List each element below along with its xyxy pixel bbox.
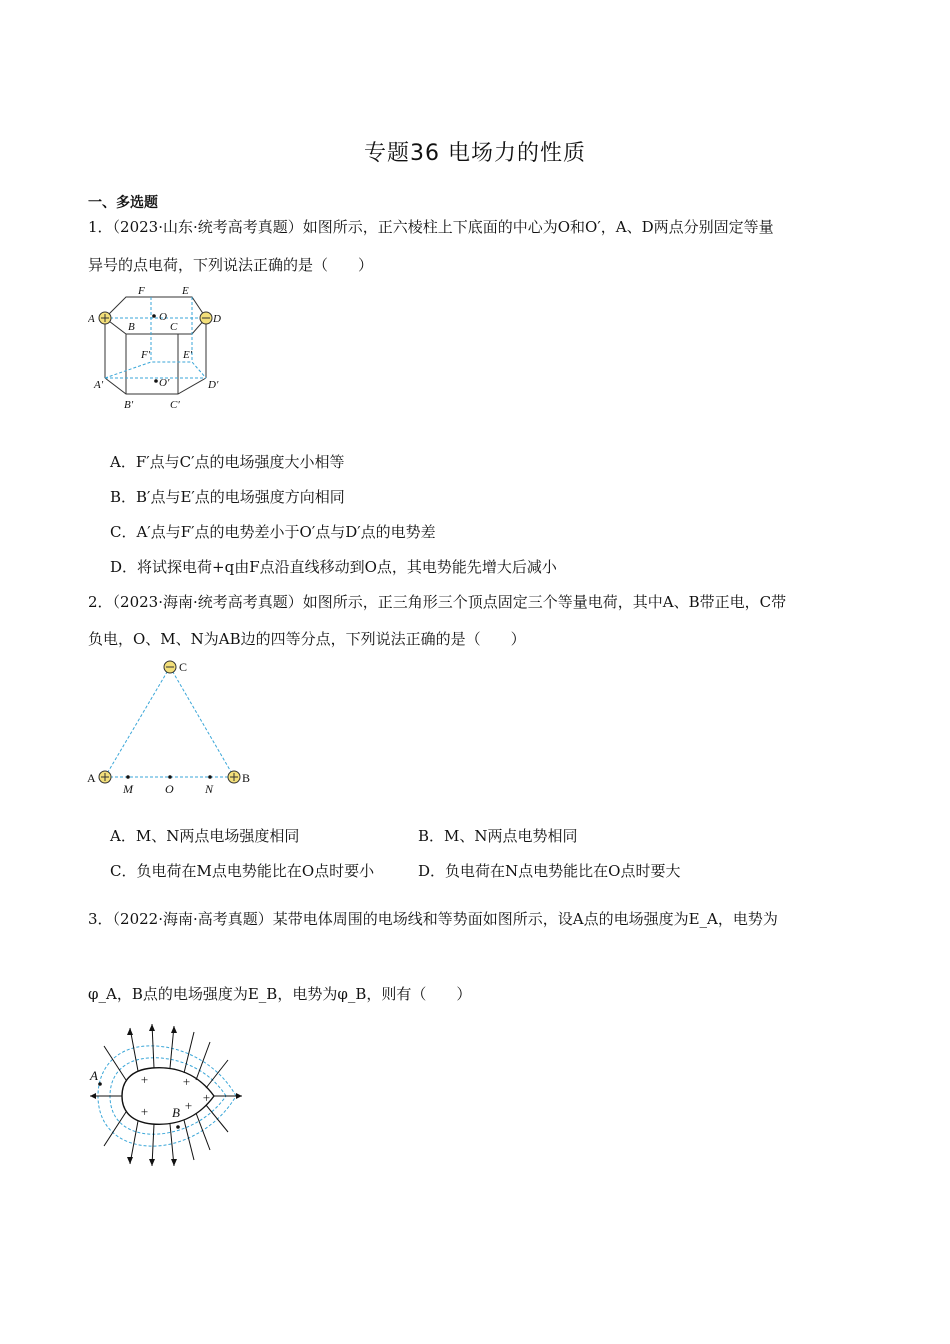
q2-option-b: B．M、N两点电势相同 [418, 827, 578, 845]
q2-option-a: A．M、N两点电场强度相同 [110, 827, 300, 845]
q1-label-d: D [213, 313, 221, 325]
q3-stem-line1: 3．（2022·海南·高考真题）某带电体周围的电场线和等势面如图所示，设A点的电场强度为E_A，电势为 [88, 910, 778, 928]
q2-option-c: C．负电荷在M点电势能比在O点时要小 [110, 862, 375, 880]
q1-option-b: B．B′点与E′点的电场强度方向相同 [110, 488, 345, 506]
q2-stem-line1: 2．（2023·海南·统考高考真题）如图所示，正三角形三个顶点固定三个等量电荷，其中A、B带正电，C带 [88, 593, 787, 611]
page-title: 专题36 电场力的性质 [364, 141, 586, 166]
q1-label-e-prime: E′ [183, 349, 193, 361]
q1-label-f-prime: F′ [141, 349, 151, 361]
q3-plus-sign: + [140, 1104, 149, 1119]
q2-label-c: C [179, 660, 188, 674]
q1-stem-line1: 1．（2023·山东·统考高考真题）如图所示，正六棱柱上下底面的中心为O和O′，A、D两点分别固定等量 [88, 218, 774, 236]
q1-hexagonal-prism-figure [88, 282, 228, 414]
q3-plus-sign: + [140, 1072, 149, 1087]
q2-triangle-figure [86, 656, 258, 798]
q2-label-o: O [165, 782, 174, 796]
q3-label-a: A [90, 1068, 98, 1083]
q1-stem-line2: 异号的点电荷，下列说法正确的是（ ） [88, 256, 374, 274]
q1-option-c: C．A′点与F′点的电势差小于O′点与D′点的电势差 [110, 523, 436, 541]
q1-label-c: C [170, 321, 178, 333]
q1-option-d: D．将试探电荷+q由F点沿直线移动到O点，其电势能先增大后减小 [110, 558, 557, 576]
section-heading: 一、多选题 [88, 195, 158, 211]
q1-option-a: A．F′点与C′点的电场强度大小相等 [110, 453, 345, 471]
q1-label-e: E [182, 285, 189, 297]
q1-label-a: A [88, 313, 95, 325]
q2-label-b: B [242, 771, 251, 785]
q1-label-c-prime: C′ [170, 399, 180, 411]
q3-field-lines-figure [86, 1020, 248, 1168]
q1-label-o-prime: O′ [159, 377, 170, 389]
q1-label-d-prime: D′ [208, 379, 219, 391]
q2-label-m: M [123, 782, 133, 796]
q1-label-f: F [138, 285, 145, 297]
q3-plus-sign: + [182, 1074, 191, 1089]
q1-label-o: O [159, 311, 167, 323]
q2-label-n: N [205, 782, 214, 796]
q1-label-b-prime: B′ [124, 399, 134, 411]
q1-label-b: B [128, 321, 135, 333]
q3-plus-sign: + [184, 1098, 193, 1113]
q2-label-a: A [87, 771, 96, 785]
q3-stem-line2: φ_A，B点的电场强度为E_B，电势为φ_B，则有（ ） [88, 985, 472, 1003]
q3-label-b: B [172, 1105, 180, 1120]
q3-plus-sign: + [202, 1090, 211, 1105]
q2-option-d: D．负电荷在N点电势能比在O点时要大 [418, 862, 681, 880]
q1-label-a-prime: A′ [94, 379, 104, 391]
q2-stem-line2: 负电，O、M、N为AB边的四等分点，下列说法正确的是（ ） [88, 630, 526, 648]
